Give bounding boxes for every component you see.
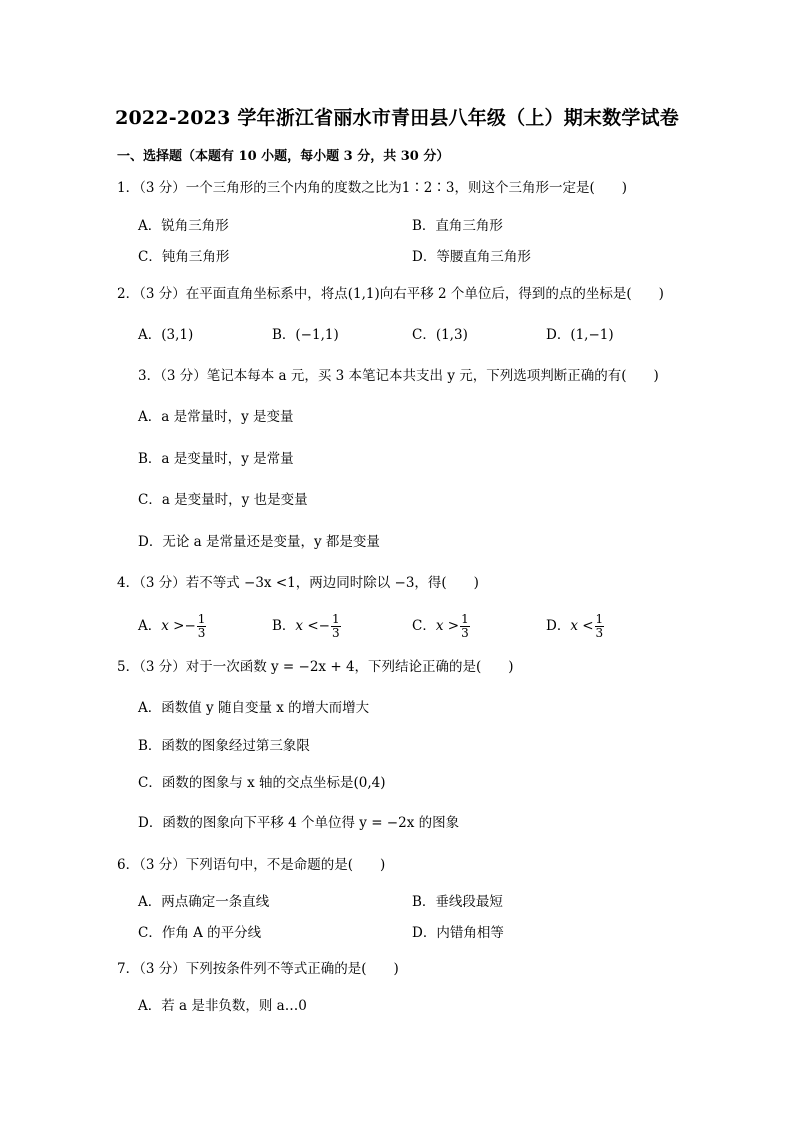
question-1-stem: 1．（3 分）一个三角形的三个内角的度数之比为1∶2∶3，则这个三角形一定是( ): [117, 180, 628, 196]
question-4-option-a: [138, 612, 206, 640]
fraction: [460, 613, 470, 640]
question-7-stem: 7．（3 分）下列按条件列不等式正确的是( ): [117, 961, 399, 977]
option-expression: x <−: [295, 618, 330, 634]
option-label: D．: [546, 618, 571, 634]
fraction-denominator: 3: [461, 626, 469, 640]
question-2-stem: 2．（3 分）在平面直角坐标系中，将点(1,1)向右平移 2 个单位后，得到的点的坐标是( ): [117, 286, 664, 302]
question-3-option-b: B．a 是变量时，y 是常量: [138, 451, 294, 467]
question-1-option-c: C．钝角三角形: [138, 249, 230, 265]
section-heading: 一、选择题（本题有 10 小题，每小题 3 分，共 30 分）: [117, 149, 450, 164]
question-6-option-c: C．作角 A 的平分线: [138, 925, 262, 941]
option-expression: x >−: [161, 618, 196, 634]
page-title: 2022-2023 学年浙江省丽水市青田县八年级（上）期末数学试卷: [115, 107, 679, 129]
question-6-option-b: B．垂线段最短: [412, 894, 503, 910]
question-6-option-d: D．内错角相等: [412, 925, 504, 941]
option-label: B．: [272, 618, 296, 634]
option-label: A．: [138, 618, 162, 634]
question-4-stem: 4．（3 分）若不等式 −3x <1，两边同时除以 −3，得( ): [117, 575, 479, 591]
question-3-option-c: C．a 是变量时，y 也是变量: [138, 492, 308, 508]
question-1-option-a: A．锐角三角形: [138, 218, 229, 234]
question-5-option-b: B．函数的图象经过第三象限: [138, 738, 310, 754]
question-6-stem: 6．（3 分）下列语句中，不是命题的是( ): [117, 857, 386, 873]
question-6-option-a: A．两点确定一条直线: [138, 894, 270, 910]
question-7-option-a: A．若 a 是非负数，则 a…0: [138, 998, 307, 1014]
question-4-option-d: [546, 612, 604, 640]
question-5-stem: 5．（3 分）对于一次函数 y = −2x + 4，下列结论正确的是( ): [117, 659, 514, 675]
question-1-option-d: D．等腰直角三角形: [412, 249, 531, 265]
question-3-option-a: A．a 是常量时，y 是变量: [138, 409, 294, 425]
question-2-option-c: C．(1,3): [412, 327, 468, 343]
question-5-option-a: A．函数值 y 随自变量 x 的增大而增大: [138, 700, 370, 716]
question-4-option-b: [272, 612, 341, 640]
question-2-option-a: A．(3,1): [138, 327, 194, 343]
fraction-denominator: 3: [197, 626, 206, 640]
question-5-option-c: C．函数的图象与 x 轴的交点坐标是(0,4): [138, 775, 386, 791]
option-label: C．: [412, 618, 436, 634]
fraction-denominator: 3: [331, 626, 340, 640]
fraction-numerator: 1: [197, 612, 206, 626]
fraction: [331, 613, 341, 640]
fraction: [197, 613, 207, 640]
fraction: [595, 613, 605, 640]
fraction-numerator: 1: [595, 612, 604, 626]
option-expression: x <: [570, 618, 594, 634]
question-2-option-d: D．(1,−1): [546, 327, 614, 343]
question-2-option-b: B．(−1,1): [272, 327, 339, 343]
fraction-denominator: 3: [595, 626, 604, 640]
fraction-numerator: 1: [331, 612, 340, 626]
option-expression: x >: [435, 618, 460, 634]
question-3-stem: 3．（3 分）笔记本每本 a 元，买 3 本笔记本共支出 y 元，下列选项判断正确的有( ): [138, 368, 659, 384]
fraction-numerator: 1: [461, 612, 469, 626]
question-5-option-d: D．函数的图象向下平移 4 个单位得 y = −2x 的图象: [138, 815, 460, 831]
question-1-option-b: B．直角三角形: [412, 218, 503, 234]
question-3-option-d: D．无论 a 是常量还是变量，y 都是变量: [138, 534, 380, 550]
question-4-option-c: [412, 612, 470, 640]
